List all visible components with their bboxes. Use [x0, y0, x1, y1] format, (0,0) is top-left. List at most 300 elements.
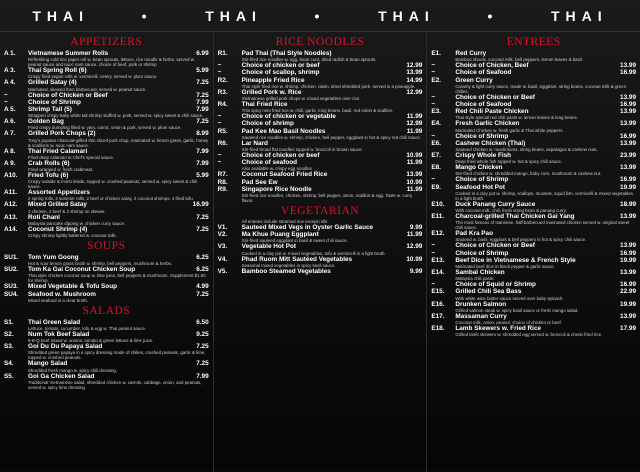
- item-name: Mango Salad: [28, 360, 68, 368]
- item-body: [242, 256, 423, 268]
- item-price: 8.99: [196, 130, 209, 138]
- item-row: [455, 301, 636, 308]
- item-number: ~: [217, 159, 222, 167]
- item-body: [455, 230, 636, 242]
- item-number: S4.: [4, 360, 14, 368]
- item-price: 13.99: [620, 139, 637, 147]
- item-name: Shrimp Tail (5): [28, 106, 72, 114]
- item-body: [242, 128, 423, 140]
- menu-item: [4, 201, 209, 213]
- item-name: Choice of Squid or Shrimp: [455, 281, 536, 289]
- item-body: [28, 266, 209, 283]
- item-price: 10.99: [406, 178, 423, 186]
- item-name: Seafood Hot Pot: [455, 183, 506, 191]
- item-price: 7.25: [196, 118, 209, 126]
- item-price: 6.25: [196, 266, 209, 274]
- item-row: [28, 50, 209, 57]
- item-name: Green Curry: [455, 76, 493, 84]
- item-body: [455, 152, 636, 164]
- item-number: R1.: [217, 50, 228, 57]
- item-description: Fried deep calamari in Chef's special sauce.: [28, 154, 115, 160]
- item-description: Traditional Vietnamese salad, shredded chicken w. carrots, cabbage, onion, and peanuts, served w. spicy lime dressing.: [28, 379, 202, 390]
- item-price: 7.25: [196, 213, 209, 221]
- item-description: 2 chicken, 2 beef & 2 shrimp on skewer.: [28, 208, 106, 214]
- item-name: Num Tok Beef Salad: [28, 331, 90, 339]
- item-name: Goi Du Du Papaya Salad: [28, 343, 103, 351]
- item-description: Marinated, skewed then barbecued, served w. peanut sauce.: [28, 86, 147, 92]
- item-price: 16.99: [620, 281, 637, 289]
- item-row: [28, 226, 209, 233]
- menu-item: [4, 130, 209, 147]
- menu-item: [431, 201, 636, 213]
- item-price: 19.99: [620, 300, 637, 308]
- item-price: 12.99: [406, 243, 423, 251]
- item-body: [28, 214, 209, 226]
- item-number: R6.: [217, 139, 228, 147]
- item-row: [28, 360, 209, 367]
- item-row: [242, 268, 423, 275]
- item-body: [455, 101, 636, 108]
- menu-item: [431, 133, 636, 140]
- item-number: V2.: [217, 231, 228, 239]
- item-body: [28, 226, 209, 238]
- item-number: E12.: [431, 230, 445, 238]
- item-name: Seafood w. Mushroom: [28, 290, 96, 298]
- item-number: A 1.: [4, 50, 16, 57]
- banner: [0, 0, 640, 32]
- menu-item: [218, 77, 423, 89]
- item-number: A 7.: [4, 130, 16, 138]
- item-name: Choice of chicken or beef: [241, 62, 320, 70]
- item-number: ~: [4, 98, 8, 106]
- item-price: 13.99: [620, 164, 637, 172]
- item-description: Lettuce, tomato, cucumber, tofu & egg w. Thai peanut sauce.: [28, 326, 147, 332]
- item-row: [28, 92, 209, 99]
- item-description: This spicy mint fried rice w. chili, garlic, long beans, basil, red onion & scallion.: [241, 108, 394, 114]
- item-price: 7.99: [196, 106, 209, 114]
- item-description: 2 spring rolls, 2 summer rolls, 2 beef or chicken satay, 2 coconut shrimps, 4 fried tofu.: [28, 196, 194, 202]
- item-row: [28, 99, 209, 106]
- item-name: Choice of scallop, shrimp: [241, 69, 320, 77]
- item-body: [28, 160, 209, 172]
- item-name: Thai Fried Calamari: [28, 147, 88, 155]
- item-body: [455, 288, 636, 300]
- item-name: Cashew Chicken (Thai): [455, 139, 526, 147]
- item-name: Coconut Seafood Fried Rice: [241, 171, 328, 179]
- item-number: ~: [431, 242, 436, 250]
- item-number: A11.: [4, 189, 18, 197]
- menu-item: [431, 94, 636, 101]
- item-number: E4.: [431, 120, 441, 128]
- menu-item: [431, 62, 636, 69]
- item-body: [242, 186, 423, 203]
- item-row: [28, 331, 209, 338]
- item-description: Sauteed w. basil, eggplant & bell peppers in hot & spicy chili sauce.: [455, 237, 587, 243]
- item-row: [242, 152, 423, 159]
- item-name: Pad Thai (Thai Style Noodles): [241, 50, 332, 57]
- item-row: [455, 257, 636, 264]
- banner-dot: •: [487, 7, 499, 24]
- item-number: S3.: [4, 343, 14, 351]
- item-price: 19.99: [620, 256, 637, 264]
- item-name: Red Chili Paste Chicken: [455, 108, 529, 116]
- item-body: [28, 118, 209, 130]
- menu-item: [431, 176, 636, 183]
- menu-item: [431, 184, 636, 201]
- item-row: [28, 130, 209, 137]
- item-description: Wrapped crispy baby white tail shrimp stuffed w. pork, served w. spicy sweet & chili sauce.: [28, 113, 204, 119]
- item-price: 7.99: [196, 147, 209, 155]
- item-description: Also available w. crispy egg noodles: [241, 166, 312, 172]
- item-body: [455, 62, 636, 69]
- banner-word: THAI: [32, 7, 89, 24]
- item-body: [455, 184, 636, 201]
- item-price: 7.25: [196, 343, 209, 351]
- item-description: Coconut milk, onion, peanut, choice of chicken or beef.: [455, 320, 563, 326]
- item-number: ~: [431, 69, 436, 77]
- item-price: 16.99: [620, 101, 637, 109]
- item-name: Choice of Shrimp: [455, 132, 509, 140]
- item-body: [28, 291, 209, 303]
- item-row: [455, 250, 636, 257]
- item-number: E13.: [431, 256, 445, 264]
- item-number: R9.: [217, 185, 228, 193]
- item-body: [455, 257, 636, 269]
- item-description: Seasonal mixed vegetables in spicy basil sauce.: [241, 262, 336, 268]
- item-name: Charcoal-grilled Thai Chicken Gai Yang: [455, 213, 575, 221]
- item-body: [455, 140, 636, 152]
- item-number: A 5.: [4, 106, 16, 114]
- item-number: ~: [431, 176, 436, 184]
- item-name: Pad See Ew: [241, 178, 278, 186]
- menu-item: [218, 224, 423, 231]
- item-price: 13.99: [620, 120, 637, 128]
- item-body: [455, 108, 636, 120]
- item-price: 22.99: [620, 288, 637, 296]
- menu-item: [431, 242, 636, 249]
- menu-item: [218, 62, 423, 69]
- menu-item: [431, 50, 636, 62]
- item-name: Golden Bag: [28, 118, 64, 126]
- menu-item: [4, 50, 209, 67]
- item-row: [455, 230, 636, 237]
- item-name: Choice of Shrimp: [455, 176, 509, 184]
- menu-item: [4, 92, 209, 99]
- item-description: Fried wrapped w. fresh crabmeat.: [28, 167, 94, 173]
- item-number: ~: [217, 62, 222, 70]
- item-name: Mixed Vegetable & Tofu Soup: [28, 283, 118, 291]
- menu-column: [213, 32, 427, 472]
- item-price: 9.25: [196, 331, 209, 339]
- item-name: Tom Yum Goong: [28, 254, 79, 262]
- item-price: 13.99: [620, 93, 637, 101]
- item-body: [242, 89, 423, 101]
- menu-item: [218, 152, 423, 159]
- menu-item: [431, 313, 636, 325]
- menu-item: [218, 120, 423, 127]
- item-name: Mixed Grilled Satay: [28, 201, 87, 209]
- item-number: V5.: [217, 267, 228, 275]
- item-number: A 3.: [4, 67, 16, 75]
- item-name: Red Curry: [455, 50, 487, 57]
- item-description: Crispy fried vegan rolls w. vermicelli, celery, served w. plum sauce.: [28, 74, 158, 80]
- item-price: 10.99: [406, 152, 423, 160]
- item-row: [455, 152, 636, 159]
- item-body: [242, 179, 423, 186]
- menu-item: [4, 373, 209, 390]
- item-number: R2.: [217, 76, 228, 84]
- item-description: Bamboo shoots, coconut milk, bell peppers, lemon leaves & basil.: [455, 57, 583, 63]
- item-body: [28, 50, 209, 67]
- item-price: 7.25: [196, 79, 209, 87]
- item-row: [455, 269, 636, 276]
- item-row: [455, 176, 636, 183]
- item-name: Sambal Chicken: [455, 269, 505, 277]
- item-name: Crab Rolls (6): [28, 159, 70, 167]
- menu-item: [4, 360, 209, 372]
- item-row: [455, 62, 636, 69]
- item-number: E3.: [431, 108, 441, 116]
- item-body: [242, 231, 423, 243]
- item-number: ~: [431, 132, 436, 140]
- item-price: 10.99: [406, 255, 423, 263]
- item-name: Thai Spring Roll (6): [28, 67, 87, 75]
- menu-column: [0, 32, 213, 472]
- item-row: [28, 79, 209, 86]
- item-body: [28, 201, 209, 213]
- item-name: Assorted Appetizers: [28, 189, 90, 197]
- item-name: Choice of seafood: [241, 159, 298, 167]
- item-row: [28, 319, 209, 326]
- item-name: Choice of Shrimp: [455, 249, 509, 257]
- item-name: Coconut Shrimp (4): [28, 225, 88, 233]
- item-body: [28, 148, 209, 160]
- menu-item: [4, 226, 209, 238]
- item-number: A 9.: [4, 159, 16, 167]
- item-body: [242, 50, 423, 62]
- menu-item: [431, 101, 636, 108]
- item-row: [242, 224, 423, 231]
- item-row: [242, 256, 423, 263]
- item-number: SU4.: [4, 290, 19, 298]
- item-row: [242, 140, 423, 147]
- item-price: 9.99: [409, 267, 423, 275]
- item-name: Grilled Pork w. Rice: [241, 88, 302, 96]
- item-price: [614, 77, 636, 84]
- item-body: [28, 79, 209, 91]
- item-row: [455, 77, 636, 84]
- item-price: 13.99: [406, 69, 423, 77]
- item-row: [455, 213, 636, 220]
- item-description: Crispy outside & moist inside, topped w. crushed peanuts, served w. spicy sweet & chili sauce.: [28, 179, 198, 190]
- menu-item: [431, 213, 636, 230]
- item-description: With coconut milk, chili, fresh string bean & panang curry.: [455, 208, 567, 214]
- item-number: V1.: [217, 224, 228, 232]
- item-price: 17.99: [620, 325, 637, 333]
- item-description: Stir-fried sauteed eggplant in basil & sweet chili sauce.: [241, 238, 348, 244]
- item-body: [242, 62, 423, 69]
- item-body: [28, 99, 209, 106]
- item-name: Duck Panang Curry Sauce: [455, 200, 536, 208]
- item-price: 19.99: [620, 183, 637, 191]
- item-price: 7.25: [196, 91, 209, 99]
- item-name: Choice of chicken or beef: [241, 152, 320, 160]
- menu-item: [4, 266, 209, 283]
- item-number: V4.: [217, 255, 228, 263]
- menu-item: [4, 214, 209, 226]
- menu-item: [431, 140, 636, 152]
- item-name: Choice of Chicken or Beef: [455, 242, 535, 250]
- item-name: Choice of shrimp: [241, 120, 294, 128]
- banner-word: THAI: [205, 7, 262, 24]
- menu-item: [4, 343, 209, 360]
- item-name: Beef Dice in Vietnamese & French Style: [455, 256, 576, 264]
- item-row: [28, 106, 209, 113]
- item-body: [242, 268, 423, 275]
- item-name: Thai Fried Rice: [241, 101, 288, 109]
- item-body: [242, 159, 423, 171]
- item-row: [28, 283, 209, 290]
- item-row: [28, 373, 209, 380]
- item-number: E10.: [431, 200, 445, 208]
- item-name: Goi Ga Chicken Salad: [28, 372, 95, 380]
- item-name: Pad Kra Pao: [455, 230, 493, 238]
- item-description: Hot & sour lemon grass broth w. shrimp, bell peppers, mushroom & herbs.: [28, 261, 172, 267]
- item-name: Tom Ka Gai Coconut Chicken Soup: [28, 266, 136, 274]
- item-body: [242, 140, 423, 152]
- item-description: Sauteed rice noodles w. shrimp, chicken, bell pepper, eggplant in hot & spicy red chili sauce.: [241, 134, 422, 140]
- item-row: [455, 325, 636, 332]
- item-price: 23.99: [620, 152, 637, 160]
- menu-item: [431, 69, 636, 76]
- item-name: Bamboo Steamed Vegetables: [241, 267, 331, 275]
- item-number: R4.: [217, 101, 228, 109]
- item-body: [455, 313, 636, 325]
- menu-item: [4, 106, 209, 118]
- item-price: 16.99: [620, 249, 637, 257]
- section-title: SOUPS: [87, 240, 126, 253]
- item-body: [28, 343, 209, 360]
- banner-dot: •: [314, 7, 326, 24]
- item-price: 13.99: [406, 171, 423, 179]
- item-row: [28, 67, 209, 74]
- menu-item: [4, 160, 209, 172]
- section-title: RICE NOODLES: [275, 36, 365, 48]
- item-row: [455, 313, 636, 320]
- menu-item: [218, 186, 423, 203]
- menu-item: [218, 243, 423, 255]
- item-number: ~: [217, 152, 222, 160]
- section-title: VEGETARIAN: [280, 205, 360, 218]
- item-price: 16.99: [192, 201, 209, 209]
- item-body: [455, 269, 636, 281]
- item-row: [28, 160, 209, 167]
- item-row: [28, 189, 209, 196]
- item-name: Fresh Garlic Chicken: [455, 120, 520, 128]
- item-price: 11.99: [406, 113, 423, 121]
- item-row: [242, 231, 423, 238]
- menu-item: [218, 113, 423, 120]
- item-name: Thai Green Salad: [28, 318, 81, 326]
- menu-item: [218, 89, 423, 101]
- item-row: [242, 101, 423, 108]
- item-price: 7.25: [196, 225, 209, 233]
- item-body: [28, 360, 209, 372]
- item-number: ~: [431, 249, 436, 257]
- menu-item: [4, 99, 209, 106]
- item-price: 7.99: [196, 159, 209, 167]
- item-number: ~: [431, 101, 436, 109]
- item-description: Grilled lamb skewers w. shredded egg served w. broccoli & chedo fried rice.: [455, 332, 603, 338]
- item-description: Vietnamese grilled pork chops w. mixed vegetables over rice.: [241, 96, 361, 102]
- item-description: Fried crispy dumpling filled w. yam, carrot, onion & pork, served w. plum sauce.: [28, 125, 182, 131]
- menu-item: [4, 291, 209, 303]
- menu-column: [426, 32, 640, 472]
- item-row: [455, 101, 636, 108]
- item-body: [455, 325, 636, 337]
- item-price: 12.99: [406, 120, 423, 128]
- banner-word: THAI: [551, 7, 608, 24]
- item-number: E15.: [431, 288, 445, 296]
- item-description: Stir-fried rice noodles w. egg, bean curd, dried radish & bean sprouts.: [241, 57, 377, 63]
- menu-item: [218, 171, 423, 178]
- item-number: ~: [431, 93, 436, 101]
- item-number: E8.: [431, 164, 441, 172]
- item-number: ~: [431, 281, 436, 289]
- item-body: [28, 92, 209, 99]
- item-description: Thai style chicken coconut soup w. lime juice, bell peppers & mushroom. Supplement $1.00 for shrimp.: [28, 273, 206, 284]
- item-name: Choice of Chicken, Beef: [455, 62, 529, 70]
- item-row: [455, 69, 636, 76]
- item-description: With white wine butter sauce served over baby spinach.: [455, 295, 564, 301]
- item-price: 6.99: [196, 50, 209, 57]
- banner-word: THAI: [378, 7, 435, 24]
- item-body: [455, 94, 636, 101]
- item-name: Pad Kee Mao Basil Noodles: [241, 127, 326, 135]
- menu-item: [218, 159, 423, 171]
- item-row: [28, 266, 209, 273]
- item-description: Grilled salmon steak w. spicy basil sauce or fresh mango salad.: [455, 307, 579, 313]
- item-price: [400, 101, 422, 108]
- item-number: SU3.: [4, 283, 19, 291]
- item-number: V3.: [217, 243, 228, 251]
- menu-item: [218, 140, 423, 152]
- menu-item: [218, 50, 423, 62]
- item-body: [455, 301, 636, 313]
- menu-item: [431, 269, 636, 281]
- item-number: A14.: [4, 225, 18, 233]
- item-body: [455, 242, 636, 249]
- item-number: ~: [217, 69, 222, 77]
- item-body: [28, 254, 209, 266]
- item-row: [28, 291, 209, 298]
- item-body: [242, 224, 423, 231]
- item-number: A 8.: [4, 147, 16, 155]
- item-body: [28, 319, 209, 331]
- item-body: [28, 67, 209, 79]
- item-body: [28, 189, 209, 201]
- menu-item: [431, 281, 636, 288]
- item-number: R7.: [217, 171, 228, 179]
- item-description: Creamy & light curry sauce, made w. basil, eggplant, string beans, coconut milk & green chilies.: [455, 83, 627, 94]
- item-name: Choice of chicken or vegetable: [241, 113, 336, 121]
- item-name: Ma Khue Puang Eggplant: [241, 231, 319, 239]
- item-price: 6.50: [196, 318, 209, 326]
- menu-item: [4, 172, 209, 189]
- item-price: 13.99: [620, 213, 637, 221]
- menu-item: [431, 108, 636, 120]
- item-price: 11.99: [406, 185, 423, 193]
